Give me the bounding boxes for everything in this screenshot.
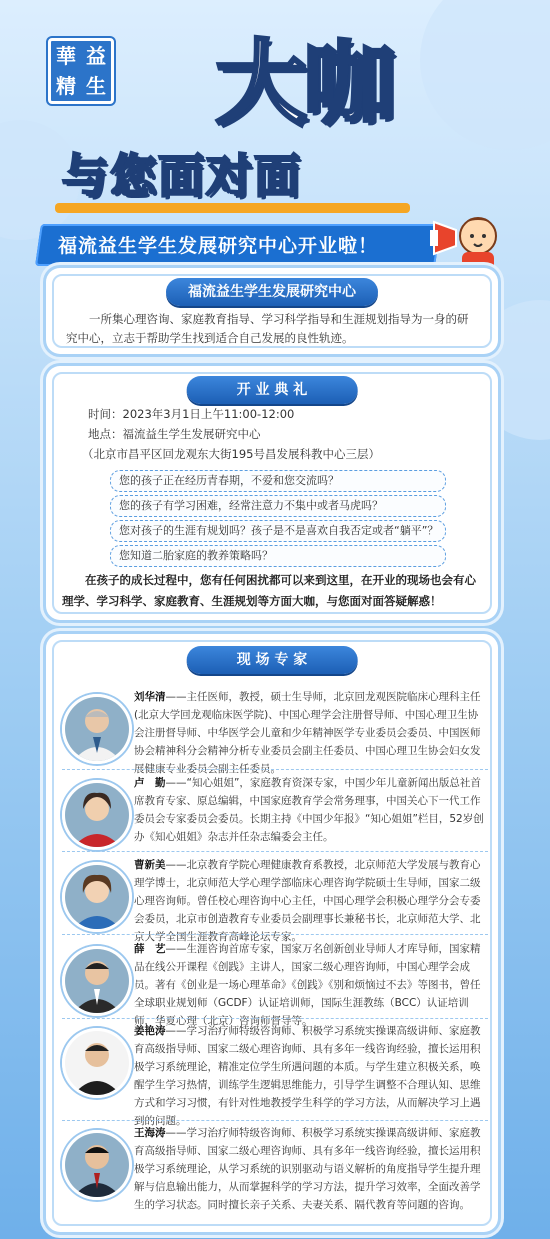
expert-entry [62,774,488,852]
logo-char: 生 [86,74,106,98]
ceremony-time: 时间：2023年3月1日上午11:00-12:00 [88,407,295,421]
ribbon-text: 福流益生学生发展研究中心开业啦！ [58,235,379,257]
intro-card [46,268,498,354]
expert-avatar [62,862,132,932]
megaphone-mascot-icon [430,198,510,278]
expert-entry [62,940,488,1027]
logo-char: 華 [56,44,76,68]
expert-avatar [62,694,132,764]
expert-desc: ——“知心姐姐”，家庭教育资深专家，中国少年儿童新闻出版总社首席教育专家、原总编辑，中国家庭教育学会常务理事，中国关心下一代工作委员会专家委员会委员。长期主持《中国少年报》“知心姐姐”栏目，52岁创办《知心姐姐》杂志并任杂志编委会主任。 [134,777,484,843]
question-item: 您对孩子的生涯有规划吗？孩子是不是喜欢自我否定或者“躺平”？ [110,520,446,542]
ceremony-title: 开 业 典 礼 [187,376,358,404]
intro-title: 福流益生学生发展研究中心 [166,278,378,306]
expert-entry [62,688,488,775]
expert-avatar [62,946,132,1016]
bg-circle-1 [420,0,550,150]
title-underline [55,203,410,213]
expert-avatar [62,1028,132,1098]
sub-title: 与您面对面 [62,149,302,203]
question-item: 您的孩子有学习困难，经常注意力不集中或者马虎吗？ [110,495,446,517]
expert-name: 刘华清 [134,691,166,703]
expert-desc: ——主任医师，教授，硕士生导师，北京回龙观医院临床心理科主任(北京大学回龙观临床医学院)、中国心理学会注册督导师、中国心理卫生协会注册督导师、中华医学会儿童和少年精神医学专业委员会委员、中国医师协会精神科分会精神分析专业委员会副主任委员、中国心理卫生协会妇女发展健康专业委员会副主任委员。 [134,691,481,775]
expert-name: 薛 艺 [134,943,166,955]
expert-desc: ——学习治疗师特级咨询师、积极学习系统实操课高级讲师、家庭教育高级指导师、国家二级心理咨询师、具有多年一线咨询经验，擅长运用积极学习系统理论，从学习系统的识别驱动与语义解析的角度指导学生提升理解与信息输出能力，从而掌握科学的学习方法，提升学习效率，全面改善学生的学习状态。同时擅长亲子关系、夫妻关系、隔代教育等问题的咨询。 [134,1127,481,1211]
experts-title: 现 场 专 家 [187,646,358,674]
divider [62,851,488,852]
divider [62,769,488,770]
logo-char: 益 [86,44,106,68]
expert-name: 姜艳涛 [134,1025,166,1037]
expert-avatar [62,1130,132,1200]
expert-name: 曹新美 [134,859,166,871]
logo-char: 精 [56,74,76,98]
expert-entry [62,856,488,943]
expert-name: 卢 勤 [134,777,166,789]
ceremony-closing: 在孩子的成长过程中，您有任何困扰都可以来到这里，在开业的现场也会有心理学、学习科学、家庭教育、生涯规划等方面大咖，与您面对面答疑解惑！ [62,573,476,608]
expert-avatar [62,780,132,850]
expert-desc: ——北京教育学院心理健康教育系教授，北京师范大学发展与教育心理学博士，北京师范大学心理学部临床心理咨询学院硕士生导师，国家二级心理咨询师。曾任校心理咨询中心主任，中国心理学会积极心理学分会专委会委员，北京市创造教育专业委员会副理事长兼秘书长，北京师范大学、北京大学全国生涯教育高峰论坛专家。 [134,859,481,943]
question-item: 您知道二胎家庭的教养策略吗？ [110,545,446,567]
expert-entry [62,1124,488,1220]
expert-desc: ——学习治疗师特级咨询师、积极学习系统实操课高级讲师、家庭教育高级指导师、国家二级心理咨询师、具有多年一线咨询经验，擅长运用积极学习系统理论，精准定位学生所遇问题的本质。与学生建立积极关系，唤醒学生学习热情，训练学生逻辑思维能力，引导学生调整不合理认知、思维方式和学习习惯，有针对性地教授学生科学的学习方法，从而解决学习上遇到的问题。 [134,1025,481,1127]
ceremony-address: （北京市昌平区回龙观东大街195号昌发展科教中心三层） [82,447,380,461]
expert-desc: ——生涯咨询首席专家，国家万名创新创业导师人才库导师，国家精品在线公开课程《创践》主讲人，国家二级心理咨询师，中国心理学会成员。著有《创业是一场心理革命》《创践》《别和烦恼过不去》等图书，曾任全球职业规划师（GCDF）认证培训师，国际生涯教练（BCC）认证培训师，华夏心理（北京）咨询师督导等。 [134,943,481,1027]
divider [62,1120,488,1121]
expert-name: 王海涛 [134,1127,166,1139]
divider [62,934,488,935]
ceremony-place: 地点：福流益生学生发展研究中心 [88,427,261,441]
divider [62,1018,488,1019]
big-title: 大咖 [215,30,392,137]
brand-logo [48,38,114,104]
question-item: 您的孩子正在经历青春期，不爱和您交流吗？ [110,470,446,492]
expert-entry [62,1022,488,1127]
intro-text: 一所集心理咨询、家庭教育指导、学习科学指导和生涯规划指导为一身的研究中心，立志于帮助学生找到适合自己发展的良性轨迹。 [66,312,469,345]
